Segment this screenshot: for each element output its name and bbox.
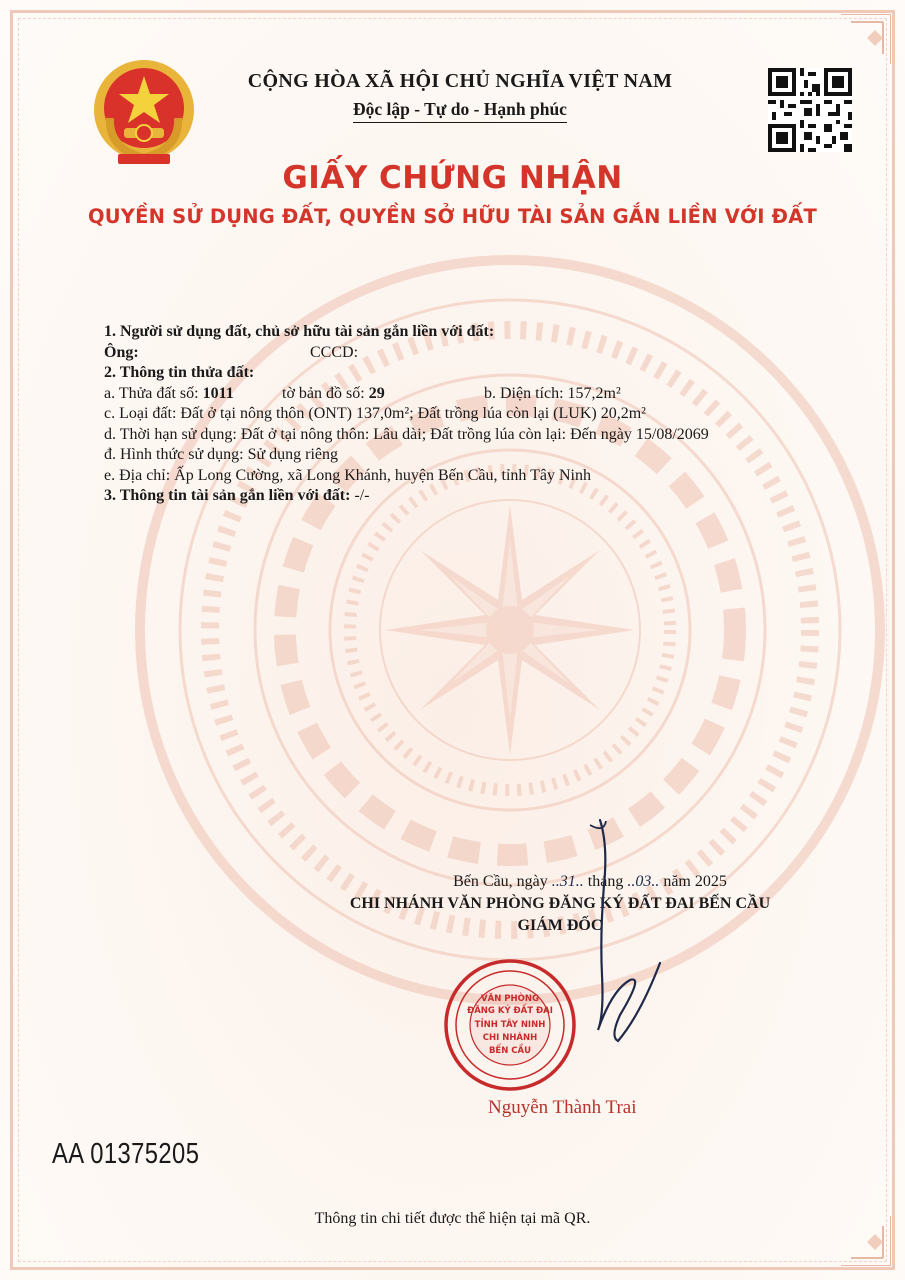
issue-month: 03 <box>635 873 652 890</box>
qr-code-icon[interactable] <box>768 68 852 152</box>
issue-month-label: tháng <box>587 873 624 890</box>
owner-heading: 1. Người sử dụng đất, chủ sở hữu tài sản gắn liền với đất: <box>104 323 495 340</box>
owner-title-label: Ông: <box>104 343 139 361</box>
national-header <box>215 70 705 123</box>
nation-name: CỘNG HÒA XÃ HỘI CHỦ NGHĨA VIỆT NAM <box>247 70 673 92</box>
usage-form-row: đ. Hình thức sử dụng: Sử dụng riêng <box>104 446 339 463</box>
signer-name: Nguyễn Thành Trai <box>488 1097 637 1118</box>
plot-number-value: 1011 <box>202 384 234 402</box>
official-stamp <box>440 955 580 1095</box>
issue-date: Bến Cầu, ngày ..31.. tháng ..03.. năm 2025 <box>453 873 727 890</box>
signer-role: GIÁM ĐỐC <box>517 917 603 934</box>
issue-day: 31 <box>559 873 576 890</box>
map-sheet-value: 29 <box>368 384 385 402</box>
owner-id-label: CCCD: <box>310 343 359 361</box>
stamp-line-2: ĐĂNG KÝ ĐẤT ĐAI <box>467 1006 553 1016</box>
serial-number: AA 01375205 <box>52 1138 200 1170</box>
qr-note: Thông tin chi tiết được thể hiện tại mã QR. <box>314 1210 591 1227</box>
certificate-subtitle: QUYỀN SỬ DỤNG ĐẤT, QUYỀN SỞ HỮU TÀI SẢN GẮN LIỀN VỚI ĐẤT <box>87 205 817 228</box>
area-label: b. Diện tích: <box>484 384 564 402</box>
usage-term-row: d. Thời hạn sử dụng: Đất ở tại nông thôn: Lâu dài; Đất trồng lúa còn lại: Đến ngày 15/08/2069 <box>104 425 709 443</box>
parcel-plot-row <box>104 384 804 405</box>
area-value: 157,2m² <box>567 384 621 402</box>
assets-row <box>104 486 804 507</box>
handwritten-signature <box>560 815 670 1055</box>
certificate-title: GIẤY CHỨNG NHẬN <box>282 160 623 196</box>
issue-place: Bến Cầu, ngày <box>453 873 548 890</box>
map-sheet-label: tờ bản đồ số: <box>282 384 365 402</box>
address-row: e. Địa chỉ: Ấp Long Cường, xã Long Khánh, huyện Bến Cầu, tỉnh Tây Ninh <box>104 466 591 484</box>
issue-year: năm 2025 <box>663 873 727 890</box>
assets-value: -/- <box>354 487 370 504</box>
corner-ornament-icon <box>831 14 891 74</box>
plot-number-label: a. Thửa đất số: <box>104 384 199 402</box>
land-type-row: c. Loại đất: Đất ở tại nông thôn (ONT) 137,0m²; Đất trồng lúa còn lại (LUK) 20,2m² <box>104 405 646 422</box>
national-motto: Độc lập - Tự do - Hạnh phúc <box>353 99 567 123</box>
stamp-line-1: VĂN PHÒNG <box>481 994 539 1004</box>
stamp-line-4: CHI NHÁNH <box>482 1033 538 1043</box>
certificate-body <box>104 322 804 507</box>
issuing-office: CHI NHÁNH VĂN PHÒNG ĐĂNG KÝ ĐẤT ĐAI BẾN CẦU <box>349 895 771 912</box>
parcel-heading: 2. Thông tin thửa đất: <box>104 364 255 381</box>
national-emblem-icon <box>88 58 200 168</box>
stamp-line-5: BẾN CẦU <box>488 1046 532 1056</box>
owner-row <box>104 343 804 364</box>
assets-heading: 3. Thông tin tài sản gắn liền với đất: <box>104 487 351 504</box>
stamp-line-3: TỈNH TÂY NINH <box>474 1020 546 1030</box>
